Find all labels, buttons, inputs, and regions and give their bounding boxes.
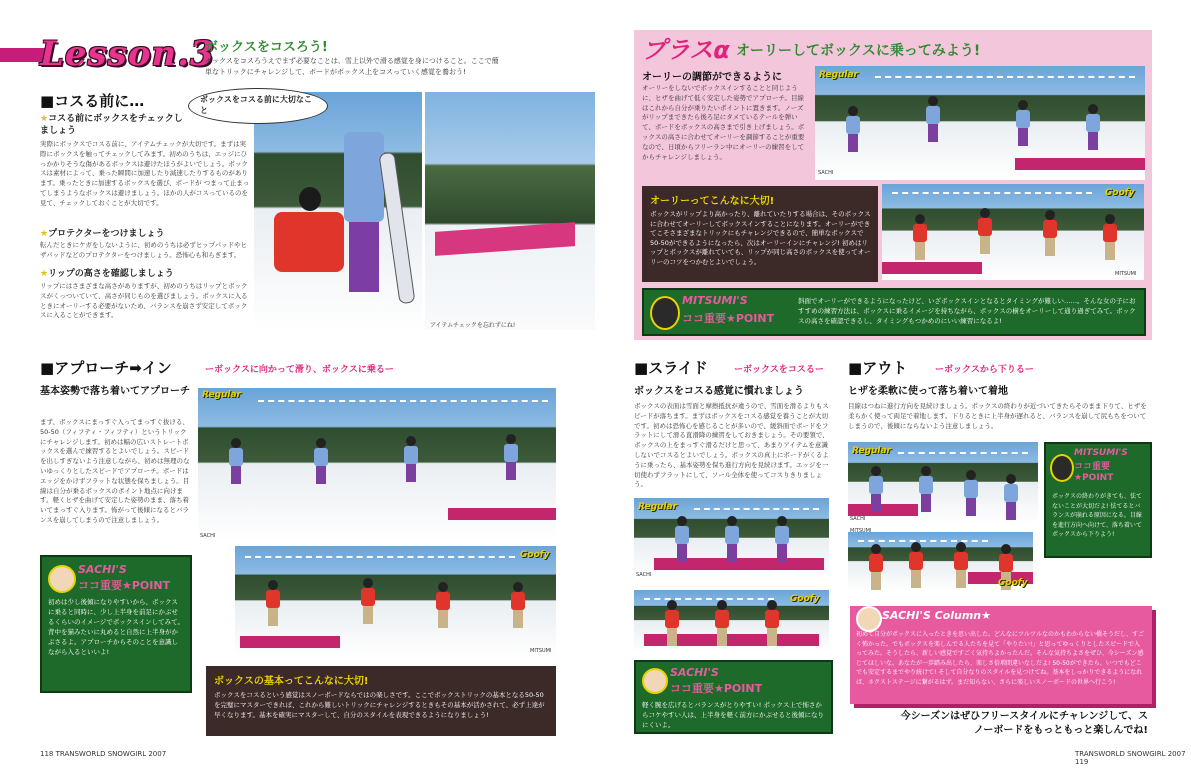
sachi-point: ココ重要★POINT bbox=[78, 579, 171, 592]
rider-figure bbox=[510, 582, 526, 630]
slide-heading-text: スライド bbox=[648, 359, 708, 377]
rider-figure bbox=[774, 516, 790, 564]
before-heading-text: コスる前に… bbox=[54, 92, 145, 110]
rail-box bbox=[435, 222, 575, 256]
lesson-bar bbox=[0, 48, 45, 62]
ollie-box-body: ボックスがリップより高かったり、離れていたりする場合は、そのボックスに合わせてオーリーしてボックスインすることになります。オーリーができてこそさまざまなトリックにもチャレンジできるので、簡単なボックスで50-50ができるようになったら、次はオーリーインにチャレンジ! 初めはリップとボックスが離れていても、リップが同じ高さのボックスを使ってオーリーのコツをつかむとよいでしょう。 bbox=[650, 210, 871, 266]
sachi-label: SACHI'S bbox=[78, 563, 127, 576]
out-sub: ヒザを柔軟に使って落ち着いて着地 bbox=[848, 386, 1008, 397]
sachi-point-approach bbox=[40, 555, 192, 693]
label-regular: Regular bbox=[638, 502, 678, 512]
lesson-badge bbox=[0, 34, 215, 78]
slide-heading: ■スライド bbox=[634, 359, 708, 377]
before-body2: 転んだときにケガをしないように、初めのうちは必ずヒップパッドやヒザパッドなどのプロテクターをつけましょう。恐怖心も和らぎます。 bbox=[40, 241, 248, 259]
approach-heading: ■アプローチ➡イン bbox=[40, 359, 172, 377]
basic-title: ボックスの基本ってこんなに大切! bbox=[214, 676, 369, 687]
before-heading: ■コスる前に… bbox=[40, 92, 145, 110]
direction-arrow bbox=[892, 192, 1092, 194]
label-sachi: SACHI bbox=[850, 516, 866, 522]
approach-heading-text: アプローチ➡イン bbox=[54, 359, 172, 377]
rider-figure bbox=[714, 600, 730, 648]
plus-label: プラスα bbox=[642, 36, 730, 64]
sachi-label: SACHI'S bbox=[670, 666, 719, 679]
page-number-left: 118 bbox=[40, 750, 54, 758]
speech-bubble-text: ボックスをコスる前に大切なこと bbox=[200, 95, 312, 115]
rider-figure bbox=[503, 434, 519, 482]
photo-ollie-goofy bbox=[882, 184, 1144, 280]
rider-figure bbox=[963, 470, 979, 518]
mitsumi-label: MITSUMI'S bbox=[682, 294, 748, 307]
sachi-avatar bbox=[642, 668, 668, 694]
plus-title: オーリーしてボックスに乗ってみよう! bbox=[736, 43, 981, 59]
approach-tag: ーボックスに向かって滑り、ボックスに乗るー bbox=[205, 365, 394, 375]
direction-arrow bbox=[245, 556, 515, 558]
slide-body: ボックスの表面は雪面と摩擦抵抗が違うので、雪面を滑るよりもスピードが落ちます。まずはボックスをコスる感覚を養うことが大切です。初めは恐怖心を感じることが多いので、緩斜面でボードをフラットにして滑る直滑降の練習をしておきましょう。その要領で、ボックスの上をまっすぐ滑るだけと思って、あまりアイテムを意識しないでコスるとよいでしょう。ボックスの真上にボードがくるように乗ったら、基本姿勢を保ち進行方向を見続けます。エッジを一切使わずフラットにして、ソール全体を使ってコスりきりましょう。 bbox=[634, 402, 829, 489]
snowboard bbox=[379, 152, 416, 305]
rider-figure bbox=[908, 542, 924, 590]
rider-figure bbox=[1042, 210, 1058, 258]
before-body1: 実際にボックスでコスる前に、アイテムチェックが大切です。まずは実際にボックスを触ってチェックしてみます。初めのうちは、エッジにひっかかりそうな傷があるボックスは避けたほうがよいでしょう。ボックスは素材によって、乗った瞬間に加速したり減速したりするものがあります。乗ったときに加速するボックスを選び、ボードが つまって止まってしまうようなボックスは避けましょう。ほかの人がコスっているのを見て、チェックしておくことが大切です。 bbox=[40, 140, 250, 207]
page-number-right: 119 bbox=[1075, 758, 1089, 766]
rider-figure bbox=[664, 600, 680, 648]
mitsumi-point-plus bbox=[642, 288, 1146, 336]
closing-text: 今シーズンはぜひフリースタイルにチャレンジして、スノーボードをもっともっと楽しんでね! bbox=[900, 711, 1148, 736]
rider-figure bbox=[868, 466, 884, 514]
rider-figure bbox=[403, 436, 419, 484]
before-sub3 bbox=[40, 266, 174, 279]
photo-ollie-regular bbox=[815, 66, 1145, 180]
rider-figure bbox=[953, 542, 969, 590]
magazine-name-right: TRANSWORLD SNOWGIRL 2007 bbox=[1075, 750, 1186, 758]
label-regular: Regular bbox=[819, 70, 859, 80]
footer-left bbox=[40, 750, 166, 758]
label-mitsumi: MITSUMI bbox=[530, 648, 552, 654]
label-goofy: Goofy bbox=[520, 550, 550, 560]
sachi-slide-body: 軽く腕を広げるとバランスがとりやすい! ボックス上で怖さからコケやすい人は、上半身を軽く前方にかぶせると後傾になりにくいよ。 bbox=[642, 701, 824, 729]
mitsumi-point: ココ重要★POINT bbox=[682, 312, 775, 325]
approach-sub: 基本姿勢で落ち着いてアプローチ bbox=[40, 386, 190, 397]
before-sub1 bbox=[40, 113, 190, 137]
label-sachi: SACHI bbox=[200, 533, 216, 539]
sachi-column bbox=[850, 606, 1152, 704]
star-icon: ★ bbox=[40, 229, 49, 239]
sachi-body: 初めは少し後傾になりやすいから、ボックスに乗ると同時に、少し上半身を前足にかぶせるくらいのイメージでボックスインしてみて。背中を猫みたいに丸めると自然に上半身がかぶさるよ。アプローチからそのことを意識しながら入るといいよ! bbox=[48, 598, 184, 656]
photo-caption: アイテムチェックを忘れずにね! bbox=[430, 322, 516, 329]
before-sub2 bbox=[40, 226, 165, 239]
direction-arrow bbox=[875, 76, 1135, 78]
star-icon: ★ bbox=[40, 269, 49, 279]
label-sachi: SACHI bbox=[636, 572, 652, 578]
rider-figure bbox=[435, 582, 451, 630]
rail-box bbox=[882, 262, 982, 274]
lesson-label: Lesson.3 bbox=[40, 34, 215, 74]
sachi-avatar bbox=[856, 606, 882, 632]
sachi-avatar bbox=[48, 565, 76, 593]
label-mitsumi: MITSUMI bbox=[850, 528, 872, 534]
rider-figure bbox=[918, 466, 934, 514]
mitsumi-avatar bbox=[1050, 454, 1074, 482]
rail-box bbox=[240, 636, 340, 648]
slide-tag: ーボックスをコスるー bbox=[734, 365, 824, 375]
direction-arrow bbox=[898, 452, 1028, 454]
label-goofy: Goofy bbox=[790, 594, 820, 604]
rider-figure bbox=[1102, 214, 1118, 262]
ollie-box bbox=[642, 186, 878, 282]
label-regular: Regular bbox=[202, 390, 242, 400]
mitsumi-body: 斜面でオーリーができるようになったけど、いざボックスインとなるとタイミングが難しい……。そんな女の子におすすめの練習方法は、ボックスに乗るイメージを持ちながら、ボックスの横をオーリーして通り過ぎてみて。ボックスの高さを確認できるし、タイミングもつかめのにいい練習になるよ! bbox=[798, 297, 1136, 325]
lesson-title: ボックスをコスろう! bbox=[205, 40, 328, 55]
rider-blue-jacket bbox=[344, 132, 384, 222]
plus-sub: オーリーの調節ができるように bbox=[642, 72, 782, 83]
rider-helmet bbox=[299, 187, 321, 211]
rider-figure bbox=[912, 214, 928, 262]
slide-sub: ボックスをコスる感覚に慣れましょう bbox=[634, 386, 804, 397]
lesson-intro: ボックスをコスろうえでまず必要なことは、雪上以外で滑る感覚を身につけること。ここで簡単なトリックにチャレンジして、ボードがボックス上をコスっていく感覚を養おう! bbox=[205, 57, 499, 76]
rider-figure bbox=[1003, 474, 1019, 522]
mitsumi-out-body: ボックスの終わりがきても、怯てないことが大切だよ! 怯てるとバランスが崩れる原因になる。目線を進行方向へ向けて、落ち着いてボックスから下りよう! bbox=[1052, 493, 1142, 538]
approach-body: まず、ボックスにまっすぐ入ってまっすぐ抜ける、50-50（フィフティ・フィフティ）というトリックにチャレンジします。初めは幅の広いストレートボックスを選んで練習するとよいでしょう。スピードを出しすぎないよう注意しながら、初めは無理のないゆっくりとしたスピードでアプローチ。ボードはエッジをかけずフラットな状態を保ちましょう。目線は自分が乗るボックスのポイント地点に向けます。軽くヒザを曲げて安定した姿勢のまま、落ち着いてまっすぐ入ります。怖がって後傾になるとバランスを崩してしまうので注意しましょう。 bbox=[40, 418, 190, 524]
before-sub2-text: プロテクターをつけましょう bbox=[48, 229, 165, 239]
out-heading: ■アウト bbox=[848, 359, 908, 377]
label-mitsumi: MITSUMI bbox=[1115, 271, 1137, 277]
rider-figure bbox=[360, 578, 376, 626]
rider-purple-pants bbox=[349, 222, 379, 292]
out-body: 目線はつねに進行方向を見続けましょう。ボックスの終わりが近づいてきたらそのまま下りて、ヒザを柔らかく使って両足で着地します。下りるときに上半身が遅れると、バランスを崩して尻もちをついてしまうので、後傾にならないよう注意しましょう。 bbox=[848, 402, 1147, 430]
before-sub1-text: コスる前にボックスをチェックしましょう bbox=[40, 114, 183, 136]
photo-check-box bbox=[254, 92, 422, 330]
rider-figure bbox=[977, 208, 993, 256]
rider-figure bbox=[845, 106, 861, 154]
rider-figure bbox=[265, 580, 281, 628]
footer-right bbox=[1075, 750, 1191, 766]
before-sub3-text: リップの高さを確認しましょう bbox=[48, 269, 174, 279]
rider-figure bbox=[674, 516, 690, 564]
rail-box bbox=[1015, 158, 1145, 170]
column-body: 初めて自分がボックスに入ったときを思い出した。どんなにツルツルなのかもわからない橋そうだし、すごく怖かった。でもボックスを楽しんでる人たちを見て「やりたい!」と思ってゆっくりとしたスピードで入ってみた。そうしたら、新しい感覚ですごく気持ちよかったんだ。そんな気持ちよさをぜひ、今シーズン感じてほしいな。あなたが一歩踏み出したら、楽しさ倍増間違いなしだよ! 50-50ができたら、いつでもどこでも安定するまでやり続けて! そして自分なりのスタイルを見つけてね。基本をしっかりできるようになれば、ネクストステージに繋がるはず。まだ知らない、さらに楽しいスノーボードの世界へ行こう! bbox=[856, 631, 1144, 686]
rider-figure bbox=[313, 438, 329, 486]
rail-box bbox=[448, 508, 556, 520]
rider-red-vest bbox=[274, 212, 344, 272]
sachi-point: ココ重要★POINT bbox=[670, 682, 763, 695]
rider-figure bbox=[868, 544, 884, 592]
out-heading-text: アウト bbox=[862, 359, 908, 377]
rider-figure bbox=[764, 600, 780, 648]
out-tag: ーボックスから下りるー bbox=[935, 365, 1034, 375]
label-goofy: Goofy bbox=[1105, 188, 1135, 198]
mitsumi-label: MITSUMI'S bbox=[1074, 448, 1128, 458]
rider-figure bbox=[925, 96, 941, 144]
mitsumi-point: ココ重要★POINT bbox=[1074, 462, 1114, 483]
rider-figure bbox=[724, 516, 740, 564]
direction-arrow bbox=[694, 508, 819, 510]
plus-body: オーリーをしないでボックスインすることと同じように、ヒザを曲げて低く安定した姿勢でアプローチ。目線はこれから自分が乗りたいポイントに置きます。ノーズがリップまできたら後ろ足にタメているテールを弾いて、ボードをボックスの高さまで引き上げましょう。ボックスの高さに合わせてオーリーを調節することが重要なので、日頃からフリーラン中にオーリーの練習をしてからチャレンジしましょう。 bbox=[642, 84, 805, 161]
ollie-box-title: オーリーってこんなに大切! bbox=[650, 196, 775, 207]
magazine-name-left: TRANSWORLD SNOWGIRL 2007 bbox=[55, 750, 167, 758]
direction-arrow bbox=[258, 400, 548, 402]
mitsumi-point-out bbox=[1044, 442, 1152, 558]
basic-box bbox=[206, 666, 556, 736]
basic-body: ボックスをコスるという感覚はスノーボードならではの楽しさです。ここでボックストリックの基本となる50-50を完璧にマスターできれば、これから難しいトリックにチャレンジするときもその基本が活かされて、必ず上達が早くなります。基本を確実にマスターして、自分のスタイルを表現できるようになりましょう! bbox=[214, 691, 545, 719]
rider-figure bbox=[228, 438, 244, 486]
rider-figure bbox=[1085, 104, 1101, 152]
rider-figure bbox=[1015, 100, 1031, 148]
before-body3: リップにはさまざまな高さがありますが、初めのうちはリップとボックスがくっついていて、高さが同じものを選びましょう。ボックスに入るときにオーリーする必要がないため、バランスを崩さず安定してボックスに入ることができます。 bbox=[40, 282, 248, 320]
label-regular: Regular bbox=[852, 446, 892, 456]
label-goofy: Goofy bbox=[998, 578, 1028, 588]
label-sachi: SACHI bbox=[818, 170, 834, 176]
photo-approach-goofy bbox=[235, 546, 556, 658]
photo-approach-regular bbox=[198, 388, 556, 542]
photo-box-rail bbox=[425, 92, 595, 330]
mitsumi-avatar bbox=[650, 296, 680, 330]
sachi-point-slide bbox=[634, 660, 833, 734]
column-title: SACHI'S Column★ bbox=[882, 609, 991, 622]
star-icon: ★ bbox=[40, 114, 49, 124]
